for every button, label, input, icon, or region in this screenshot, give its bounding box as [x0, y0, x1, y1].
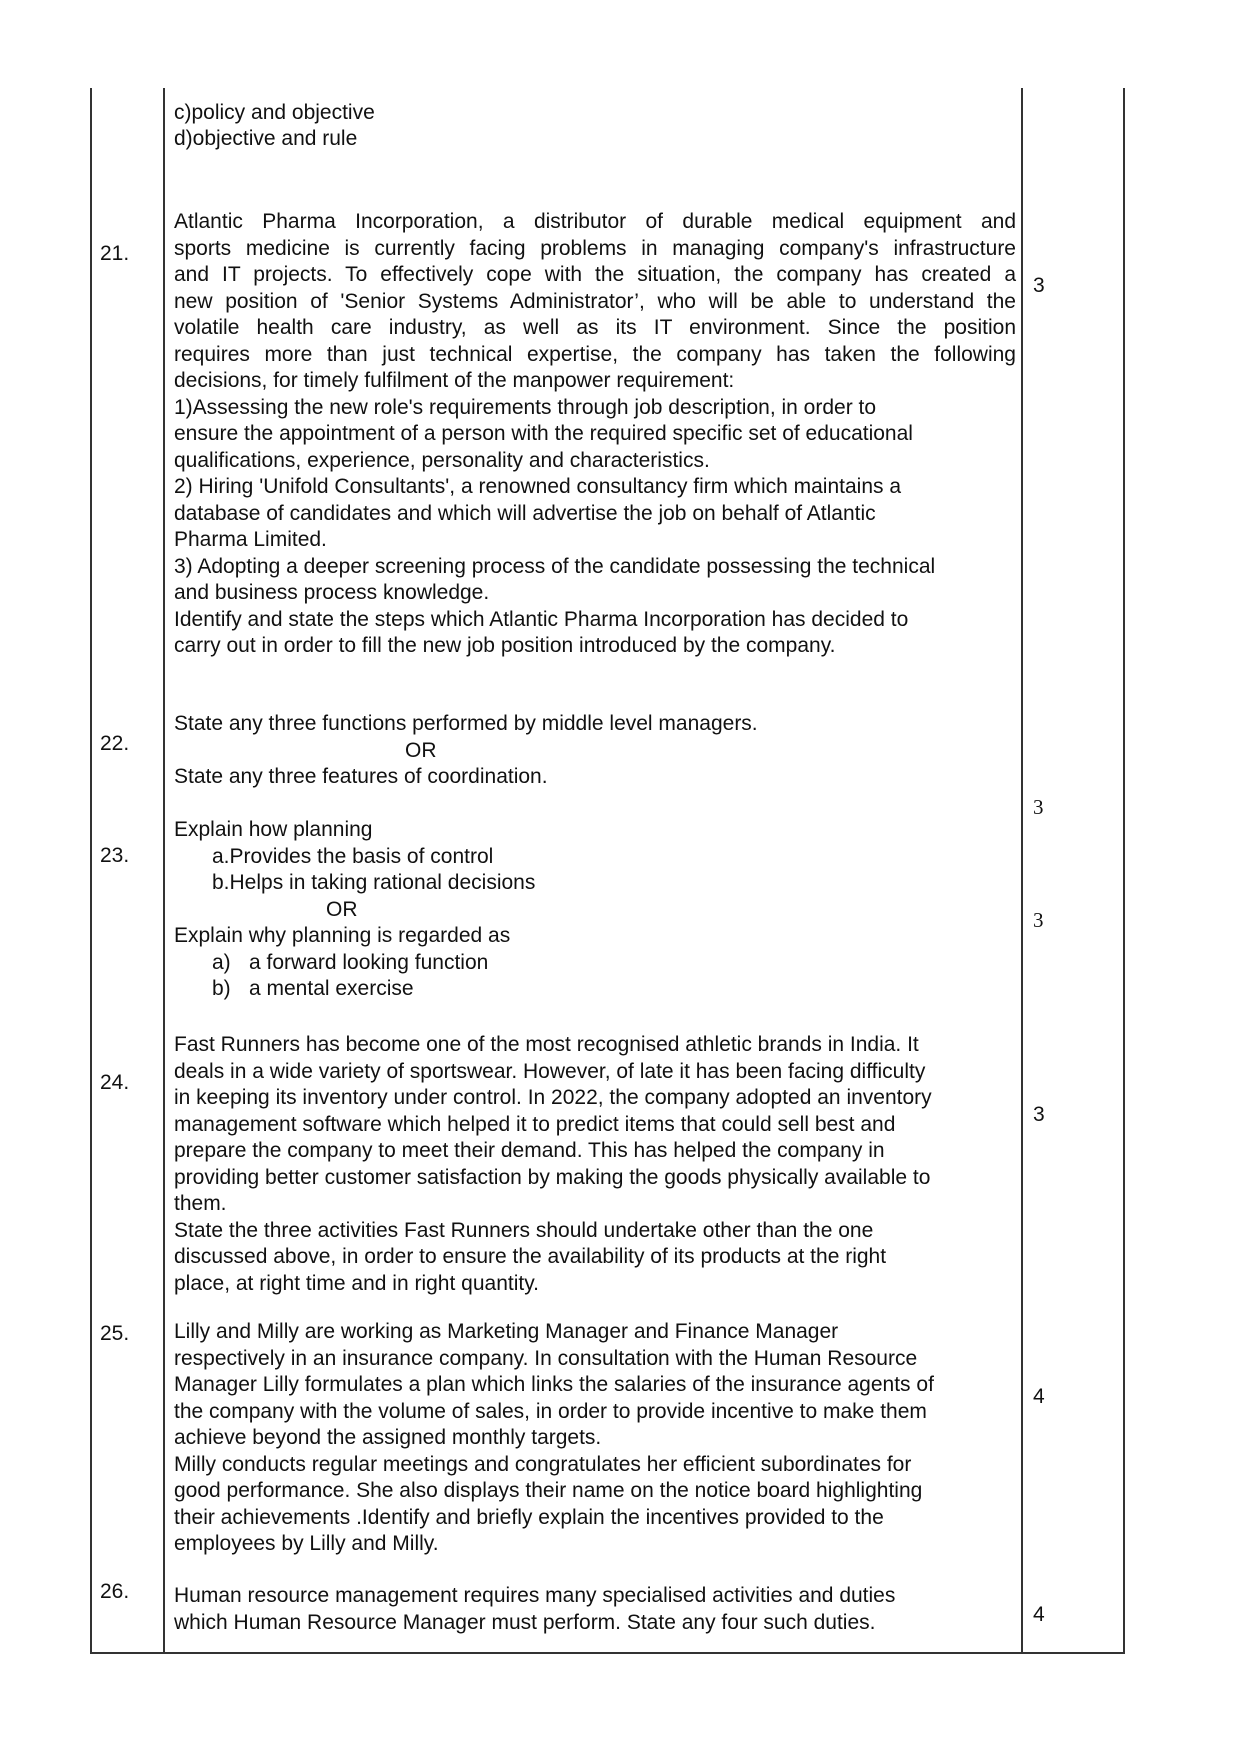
question-22-alternative: State any three features of coordination. [174, 765, 548, 788]
marks-24: 3 [1033, 1103, 1045, 1126]
option-d: d)objective and rule [174, 127, 358, 150]
table-border-left [90, 88, 92, 1654]
question-number-22: 22. [100, 732, 130, 755]
question-22-text: State any three functions performed by middle level managers. [174, 712, 758, 735]
option-c: c)policy and objective [174, 101, 375, 124]
question-23-alt-b-label: b) [212, 977, 231, 1000]
question-23-intro: Explain how planning [174, 818, 373, 841]
question-23-part-b: b.Helps in taking rational decisions [212, 871, 536, 894]
marks-26: 4 [1033, 1603, 1045, 1626]
question-number-25: 25. [100, 1322, 130, 1345]
table-border-right [1123, 88, 1125, 1654]
question-number-21: 21. [100, 242, 130, 265]
question-number-26: 26. [100, 1580, 130, 1603]
column-divider-number [163, 88, 165, 1654]
question-22-or: OR [405, 738, 437, 762]
question-23-or: OR [326, 897, 358, 921]
column-divider-marks [1021, 88, 1023, 1654]
marks-22: 3 [1033, 795, 1044, 819]
question-23-alt-a-label: a) [212, 950, 231, 974]
marks-21: 3 [1033, 274, 1045, 297]
question-number-24: 24. [100, 1071, 130, 1094]
marks-25: 4 [1033, 1385, 1045, 1408]
question-23-part-a: a.Provides the basis of control [212, 844, 494, 868]
table-border-bottom [90, 1652, 1125, 1654]
marks-23: 3 [1033, 908, 1044, 932]
question-number-23: 23. [100, 844, 130, 867]
question-23-alt-a: a forward looking function [249, 950, 489, 974]
question-23-alternative: Explain why planning is regarded as [174, 924, 511, 947]
question-23-alt-b: a mental exercise [249, 977, 414, 1000]
